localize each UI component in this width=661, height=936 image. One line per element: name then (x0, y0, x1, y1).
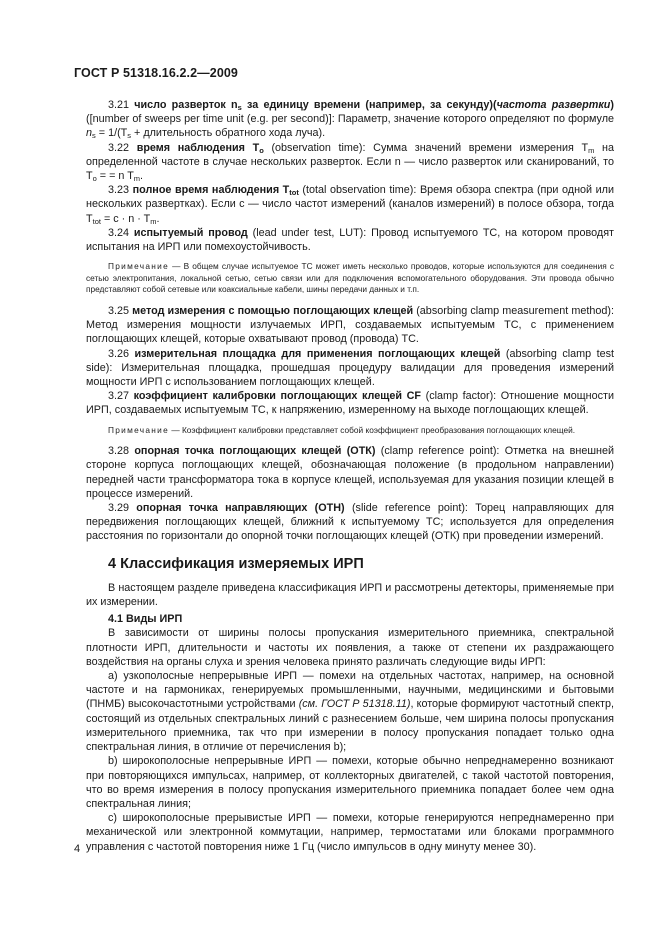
term-3-21: 3.21 число разверток $n_s$ за единицу времени (например, за секунду)(частота развертки) ([number of sweeps per time unit (e.g. per second)]: Параметр, значение которого определяют по формуле $n_s = 1/(T_s$ + длительность обратного хода луча). (86, 99, 614, 141)
term-3-25: 3.25 метод измерения с помощью поглощающих клещей (absorbing clamp measurement method): Метод измерения мощности излучаемых ИРП, создаваемых испытуемым ТС, с применением поглощающих клещей, которые охватывают провод (провода) ТС. (86, 305, 615, 346)
term-3-22: 3.22 время наблюдения $T_o$ (observation time): Сумма значений времени измерения $T_m$ на определенной частоте в случае нескольких разверток. Если n — число разверток или сканирований, то $T_o$ = = n $T_m$. (86, 141, 615, 184)
page-number: 4 (74, 843, 81, 855)
note-2: Примечание — Коэффициент калибровки представляет собой коэффициент преобразования поглощающих клещей. (108, 424, 576, 435)
term-3-28: 3.28 опорная точка поглощающих клещей (ОТК) (clamp reference point): Отметка на внешней стороне корпуса поглощающих клещей, обозначающая положение (в продольном направлении) передней части трансформатора тока в корпусе клещей, используемая для указания позиции клещей в процессе измерений. (86, 445, 615, 500)
term-3-26: 3.26 измерительная площадка для применения поглощающих клещей (absorbing clamp test side): Измерительная площадка, прошедшая процедуру валидации для проведения измерений мощности ИРП с использованием поглощающих клещей. (86, 347, 614, 389)
subsection-4-1-title: 4.1 Виды ИРП (108, 613, 183, 626)
term-3-24: 3.24 испытуемый провод (lead under test, LUT): Провод испытуемого ТС, на котором проводят испытания на ИРП или помехоустойчивость. (86, 226, 614, 254)
section-4-1-para: В зависимости от ширины полосы пропускания измерительного приемника, спектральной плотности ИРП, длительности и частоты их появления, а также от степени их раздражающего воздействия на органы слуха и зрения человека принято различать следующие виды ИРП: (86, 627, 614, 668)
note-1: Примечание — В общем случае испытуемое ТС может иметь несколько проводов, которые используются для соединения с сетью электропитания, локальной сетью, сетью связи или для подключения вспомогательного оборудования. Эти провода обычно представляют собой сетевые или коаксиальные кабели, шины передачи данных и т.п. (86, 261, 614, 295)
term-3-23: 3.23 полное время наблюдения $T_{tot}$ (total observation time): Время обзора спектра (при одной или нескольких развертках). Если c — число частот измерений (каналов измерений) в полосе обзора, тогда $T_{tot} = c \cdot n \cdot T_m$. (86, 184, 615, 226)
section-4-intro: В настоящем разделе приведена классификация ИРП и рассмотрены детекторы, применяемые при их измерении. (86, 581, 614, 609)
list-item-b: b) широкополосные непрерывные ИРП — помехи, которые обычно непреднамеренно возникают при повторяющихся импульсах, например, от коллекторных двигателей, с такой частотой повторения, что во время измерения в полосу пропускания измерительного приемника попадает более чем одна спектральная линия; (86, 755, 614, 810)
list-item-a: а) узкополосные непрерывные ИРП — помехи на отдельных частотах, например, на основной частоте и на гармониках, генерируемых промышленными, научными, медицинскими и бытовыми (ПНМБ) высокочастотными устройствами (см. ГОСТ Р 51318.11), которые формируют частотный спектр, состоящий из отдельных спектральных линий с разнесением больше, чем ширина полосы пропускания измерительного приемника, так что при измерении в полосу пропускания попадает только одна спектральная линия, в отличие от перечисления b); (86, 670, 615, 754)
list-item-c: c) широкополосные прерывистые ИРП — помехи, которые генерируются непреднамеренно при механической или электронной коммутации, например, термостатами или блоками программного управления с частотой повторения ниже 1 Гц (число импульсов в одну минуту менее 30). (86, 812, 614, 853)
term-3-27: 3.27 коэффициент калибровки поглощающих клещей CF (clamp factor): Отношение мощности ИРП, создаваемых испытуемым ТС, к напряжению, измеренному на выходе поглощающих клещей. (86, 390, 614, 417)
term-3-29: 3.29 опорная точка направляющих (ОТН) (slide reference point): Торец направляющих для передвижения поглощающих клещей, ближний к испытуемому ТС; используется для определения расстояния по горизонтали до опорной точки поглощающих клещей (ОТК) при проведении измерений. (86, 502, 615, 543)
section-4-title: 4 Классификация измеряемых ИРП (108, 555, 364, 572)
document-body (86, 98, 614, 854)
document-header: ГОСТ Р 51318.16.2.2—2009 (74, 66, 238, 80)
